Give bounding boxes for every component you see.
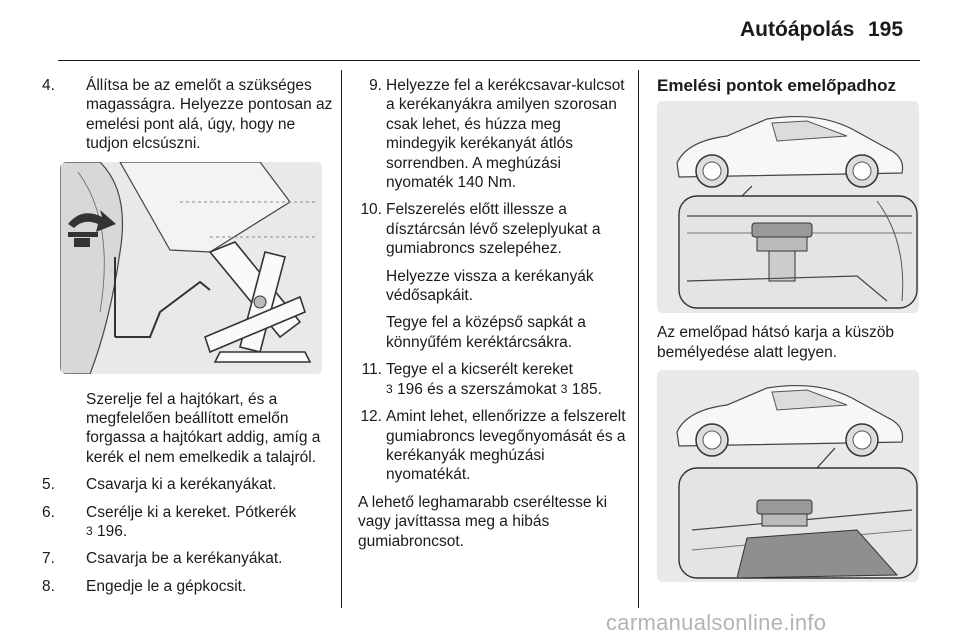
step-number: 7. — [42, 550, 55, 568]
step-text: Csavarja ki a kerékanyákat. — [86, 476, 277, 494]
step-11 — [358, 360, 630, 399]
step-text: Állítsa be az emelőt a szükséges magasságra. Helyezze pontosan az emelési pont alá, úgy, hogy ne tudjon elcsúszni. — [86, 77, 333, 153]
page-number: 195 — [868, 18, 904, 41]
step-number: 5. — [42, 476, 55, 494]
column-1 — [42, 76, 336, 604]
step-number: 6. — [42, 503, 55, 521]
column-divider-right — [638, 70, 639, 608]
step-text: Tegye fel a középső sapkát a könnyűfém keréktárcsákra. — [386, 314, 586, 351]
step-text: Amint lehet, ellenőrizze a felszerelt gumiabroncs levegőnyomását és a kerékanyák meghúzási nyomatékát. — [386, 408, 626, 484]
watermark: carmanualsonline.info — [606, 610, 827, 635]
step-number: 8. — [42, 577, 55, 595]
column-3 — [657, 76, 919, 592]
step-text: Csavarja be a kerékanyákat. — [86, 550, 283, 568]
jack-illustration — [60, 162, 322, 374]
step-number: 12. — [360, 408, 382, 426]
step-text: Felszerelés előtt illessze a dísztárcsán lévő szeleplyukat a gumiabroncs szelepéhez. — [386, 201, 601, 258]
cross-reference-link[interactable]: 185. — [571, 380, 602, 398]
lift-point-rear-illustration — [657, 370, 919, 582]
step-text: Engedje le a gépkocsit. — [86, 577, 247, 595]
cross-reference-link[interactable]: 196. — [97, 523, 128, 541]
step-6 — [42, 503, 336, 542]
step-5 — [42, 475, 336, 494]
step-number: 10. — [360, 201, 382, 219]
section-heading: Emelési pontok emelőpadhoz — [657, 76, 896, 95]
lift-point-front-illustration — [657, 101, 919, 313]
step-number: 4. — [42, 77, 55, 94]
column-2 — [358, 76, 630, 559]
step-text: Helyezze vissza a kerékanyák védősapkáit. — [386, 267, 594, 305]
step-number: 9. — [369, 77, 382, 94]
closing-paragraph: A lehető leghamarabb cseréltesse ki vagy javíttassa meg a hibás gumiabroncsot. — [358, 493, 608, 550]
figure-caption: Szerelje fel a hajtókart, és a megfelelően beállított emelőn forgassa a hajtókart addig, amíg a kerék el nem emelkedik a talajról. — [86, 390, 321, 466]
cross-reference-icon: 3 — [386, 381, 393, 396]
step-8 — [42, 577, 336, 596]
step-12 — [358, 407, 630, 485]
page-header — [0, 0, 960, 62]
step-7 — [42, 549, 336, 568]
cross-reference-icon: 3 — [560, 381, 568, 396]
cross-reference-icon: 3 — [86, 524, 93, 539]
step-number: 11. — [361, 361, 382, 379]
step-text: Tegye el a kicserélt kereket — [386, 361, 573, 379]
section-title: Autóápolás — [740, 18, 855, 41]
step-10 — [358, 200, 630, 352]
step-4 — [42, 76, 336, 154]
lift-arm-note: Az emelőpad hátsó karja a küszöb bemélyedése alatt legyen. — [657, 324, 894, 361]
step-text: Cserélje ki a kereket. Pótkerék — [86, 503, 297, 521]
step-9 — [358, 76, 630, 192]
header-rule — [58, 60, 920, 61]
column-divider-left — [341, 70, 342, 608]
cross-reference-link[interactable]: 196 és a szerszámokat — [397, 380, 557, 398]
step-text: Helyezze fel a kerékcsavar-kulcsot a kerékanyákra amilyen szorosan csak lehet, és húzza meg mindegyik kerékanyát átlós sorrendben. A meghúzási nyomaték 140 Nm. — [386, 77, 625, 192]
